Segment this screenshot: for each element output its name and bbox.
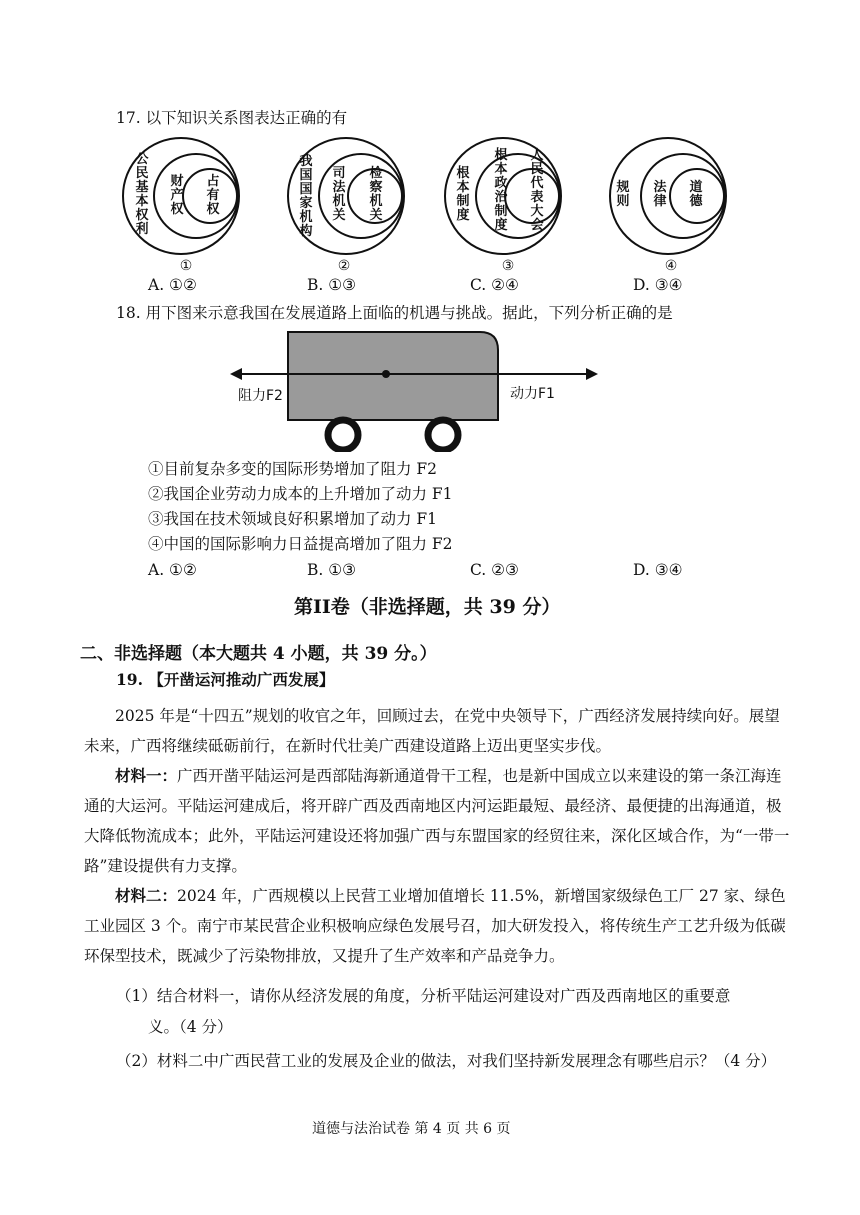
- venn-diagram-3: [442, 135, 564, 257]
- middle-label: 财产权: [170, 174, 184, 217]
- q18-statement-3: ③我国在技术领域良好积累增加了动力 F1: [148, 510, 438, 528]
- q18-option-d: D. ③④: [633, 561, 683, 579]
- q18-statement-1: ①目前复杂多变的国际形势增加了阻力 F2: [148, 460, 438, 478]
- middle-label: 根本政治制度: [494, 148, 508, 233]
- material-2-label: 材料二：: [115, 886, 178, 905]
- q18-stem: 18. 用下图来示意我国在发展道路上面临的机遇与挑战。据此，下列分析正确的是: [116, 304, 673, 322]
- inner-label: 占有权: [206, 174, 220, 217]
- diagram-number-1: ①: [179, 258, 193, 274]
- outer-label: 根本制度: [456, 166, 470, 223]
- q17-option-b: B. ①③: [307, 276, 357, 294]
- q18-option-a: A. ①②: [148, 561, 197, 579]
- venn-diagram-1: [120, 135, 242, 257]
- material-2: [84, 881, 792, 971]
- inner-label: 道德: [689, 180, 703, 209]
- q18-option-c: C. ②③: [470, 561, 519, 579]
- q18-option-b: B. ①③: [307, 561, 357, 579]
- inner-label: 人民代表大会: [530, 148, 544, 233]
- inner-label: 检察机关: [369, 166, 383, 223]
- material-1: [84, 761, 792, 881]
- part2-title: 第II卷（非选择题，共 39 分）: [294, 596, 561, 618]
- material-2-text: 2024 年，广西规模以上民营工业增加值增长 11.5%，新增国家级绿色工厂 27 家、绿色工业园区 3 个。南宁市某民营企业积极响应绿色发展号召，加大研发投入，将传统生产工艺升级为低碳环保型技术，既减少了污染物排放，又提升了生产效率和产品竞争力。: [84, 887, 786, 965]
- q18-statement-4: ④中国的国际影响力日益提高增加了阻力 F2: [148, 535, 453, 553]
- driving-force-label: 动力F1: [510, 386, 555, 402]
- page-footer: 道德与法治试卷 第 4 页 共 6 页: [312, 1121, 511, 1137]
- diagram-number-4: ④: [664, 258, 678, 274]
- q17-option-a: A. ①②: [148, 276, 197, 294]
- q17-option-c: C. ②④: [470, 276, 519, 294]
- q19-sub2: （2）材料二中广西民营工业的发展及企业的做法，对我们坚持新发展理念有哪些启示？（4 分）: [116, 1052, 777, 1070]
- q19-intro: 2025 年是“十四五”规划的收官之年，回顾过去，在党中央领导下，广西经济发展持续向好。展望未来，广西将继续砥砺前行，在新时代壮美广西建设道路上迈出更坚实步伐。: [84, 707, 780, 755]
- outer-label: 规则: [616, 180, 630, 209]
- resistance-label: 阻力F2: [238, 388, 283, 404]
- q18-statement-2: ②我国企业劳动力成本的上升增加了动力 F1: [148, 485, 453, 503]
- q17-stem: 17. 以下知识关系图表达正确的有: [116, 109, 348, 127]
- section-heading: 二、非选择题（本大题共 4 小题，共 39 分。）: [80, 644, 437, 664]
- q19-sub1-line2: 义。（4 分）: [148, 1018, 233, 1036]
- middle-label: 司法机关: [332, 166, 346, 223]
- material-1-label: 材料一：: [115, 766, 178, 785]
- q17-option-d: D. ③④: [633, 276, 683, 294]
- diagram-number-3: ③: [501, 258, 515, 274]
- q19-sub1-line1: （1）结合材料一，请你从经济发展的角度，分析平陆运河建设对广西及西南地区的重要意: [116, 987, 731, 1005]
- material-1-text: 广西开凿平陆运河是西部陆海新通道骨干工程，也是新中国成立以来建设的第一条江海连通的大运河。平陆运河建成后，将开辟广西及西南地区内河运距最短、最经济、最便捷的出海通道，极大降低物流成本；此外，平陆运河建设还将加强广西与东盟国家的经贸往来，深化区域合作，为“一带一路”建设提供有力支撑。: [84, 767, 790, 875]
- outer-label: 公民基本权利: [135, 152, 149, 237]
- venn-diagram-4: [607, 135, 729, 257]
- q19-title: 19. 【开凿运河推动广西发展】: [116, 670, 335, 689]
- middle-label: 法律: [653, 180, 667, 209]
- outer-label: 我国国家机构: [299, 154, 313, 239]
- venn-diagram-2: [285, 135, 407, 257]
- diagram-number-2: ②: [337, 258, 351, 274]
